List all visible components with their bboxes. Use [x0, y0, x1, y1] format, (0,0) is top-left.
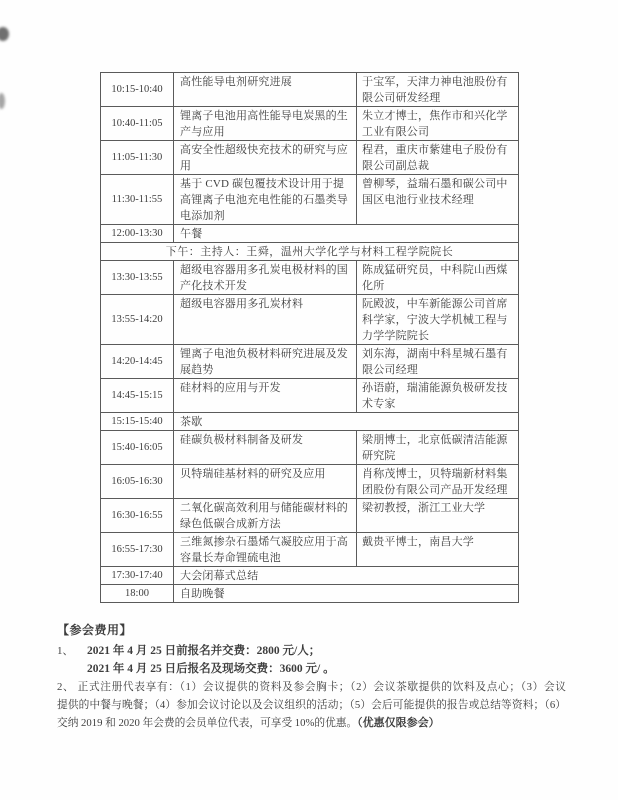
table-row	[101, 295, 519, 345]
fee-item-2-line2: 提供的中餐与晚餐；（4）参加会议讨论以及会议组织的活动；（5）会后可能提供的报告或总结等资料；（6）	[57, 699, 566, 711]
topic-cell: 二氧化碳高效利用与储能碳材料的绿色低碳合成新方法	[174, 499, 357, 533]
scan-smudge	[0, 27, 9, 41]
time-cell: 18:00	[101, 585, 174, 603]
topic-cell: 硅材料的应用与开发	[174, 379, 357, 413]
schedule-table	[100, 72, 519, 603]
table-row	[101, 567, 519, 585]
time-cell: 11:30-11:55	[101, 175, 174, 225]
table-row	[101, 243, 519, 261]
topic-cell: 高安全性超级快充技术的研究与应用	[174, 141, 357, 175]
time-cell: 12:00-13:30	[101, 225, 174, 243]
fee-item-2-line3	[57, 714, 566, 732]
speaker-cell: 陈成猛研究员，中科院山西煤化所	[357, 261, 519, 295]
time-cell: 16:55-17:30	[101, 533, 174, 567]
fee-item-1-body	[87, 642, 335, 678]
table-row	[101, 107, 519, 141]
time-cell: 16:30-16:55	[101, 499, 174, 533]
table-row	[101, 225, 519, 243]
speaker-cell: 于宝军，天津力神电池股份有限公司研发经理	[357, 73, 519, 107]
table-row	[101, 261, 519, 295]
closing-cell: 大会闭幕式总结	[174, 567, 519, 585]
fees-section	[57, 622, 566, 732]
table-row	[101, 585, 519, 603]
speaker-cell: 阮殿波，中车新能源公司首席科学家，宁波大学机械工程与力学学院院长	[357, 295, 519, 345]
table-row	[101, 175, 519, 225]
time-cell: 13:55-14:20	[101, 295, 174, 345]
scan-smudge	[0, 93, 5, 109]
time-cell: 10:40-11:05	[101, 107, 174, 141]
time-cell: 17:30-17:40	[101, 567, 174, 585]
speaker-cell: 梁朋博士，北京低碳清洁能源研究院	[357, 431, 519, 465]
time-cell: 16:05-16:30	[101, 465, 174, 499]
speaker-cell: 曾柳琴，益瑞石墨和碳公司中国区电池行业技术经理	[357, 175, 519, 225]
topic-cell: 基于 CVD 碳包覆技术设计用于提高锂离子电池充电性能的石墨类导电添加剂	[174, 175, 357, 225]
topic-cell: 三维氮掺杂石墨烯气凝胶应用于高容量长寿命锂硫电池	[174, 533, 357, 567]
lunch-cell: 午餐	[174, 225, 519, 243]
table-row	[101, 73, 519, 107]
time-cell: 14:45-15:15	[101, 379, 174, 413]
speaker-cell: 朱立才博士，焦作市和兴化学工业有限公司	[357, 107, 519, 141]
fee-item-2-line3-text: 交纳 2019 和 2020 年会费的会员单位代表，可享受 10%的优惠。	[57, 717, 358, 729]
topic-cell: 锂离子电池用高性能导电炭黑的生产与应用	[174, 107, 357, 141]
table-row	[101, 465, 519, 499]
time-cell: 14:20-14:45	[101, 345, 174, 379]
speaker-cell: 刘东海，湖南中科星城石墨有限公司经理	[357, 345, 519, 379]
speaker-cell: 程君，重庆市紫建电子股份有限公司副总裁	[357, 141, 519, 175]
tea-break-cell: 茶歇	[174, 413, 519, 431]
speaker-cell: 孙语蔚，瑞浦能源负极研发技术专家	[357, 379, 519, 413]
table-row	[101, 141, 519, 175]
speaker-cell: 戴贵平博士，南昌大学	[357, 533, 519, 567]
time-cell: 13:30-13:55	[101, 261, 174, 295]
topic-cell: 超级电容器用多孔炭电极材料的国产化技术开发	[174, 261, 357, 295]
topic-cell: 锂离子电池负极材料研究进展及发展趋势	[174, 345, 357, 379]
speaker-cell: 肖称茂博士，贝特瑞新材料集团股份有限公司产品开发经理	[357, 465, 519, 499]
fee-item-2	[57, 678, 566, 732]
table-row	[101, 345, 519, 379]
fee-item-2-line3-bold: （优惠仅限参会）	[357, 717, 440, 729]
fee-item-2-line1: 2、 正式注册代表享有：（1）会议提供的资料及参会胸卡；（2）会议茶歇提供的饮料及点心；（3）会议	[57, 681, 566, 693]
topic-cell: 硅碳负极材料制备及研发	[174, 431, 357, 465]
dinner-cell: 自助晚餐	[174, 585, 519, 603]
topic-cell: 贝特瑞硅基材料的研究及应用	[174, 465, 357, 499]
fees-heading: 【参会费用】	[57, 623, 133, 637]
table-row	[101, 499, 519, 533]
time-cell: 10:15-10:40	[101, 73, 174, 107]
table-row	[101, 413, 519, 431]
table-row	[101, 379, 519, 413]
topic-cell: 超级电容器用多孔炭材料	[174, 295, 357, 345]
fee-item-1-number: 1、	[57, 645, 74, 657]
time-cell: 15:40-16:05	[101, 431, 174, 465]
fee-before-deadline: 2021 年 4 月 25 日前报名并交费：2800 元/人；	[87, 645, 321, 657]
table-row	[101, 533, 519, 567]
fee-after-deadline: 2021 年 4 月 25 日后报名及现场交费：3600 元/ 。	[87, 663, 335, 675]
session-chair-cell: 下午：主持人：王舜，温州大学化学与材料工程学院院长	[101, 243, 519, 261]
time-cell: 11:05-11:30	[101, 141, 174, 175]
topic-cell: 高性能导电剂研究进展	[174, 73, 357, 107]
table-row	[101, 431, 519, 465]
fee-item-1	[57, 642, 566, 678]
speaker-cell: 梁初教授，浙江工业大学	[357, 499, 519, 533]
time-cell: 15:15-15:40	[101, 413, 174, 431]
